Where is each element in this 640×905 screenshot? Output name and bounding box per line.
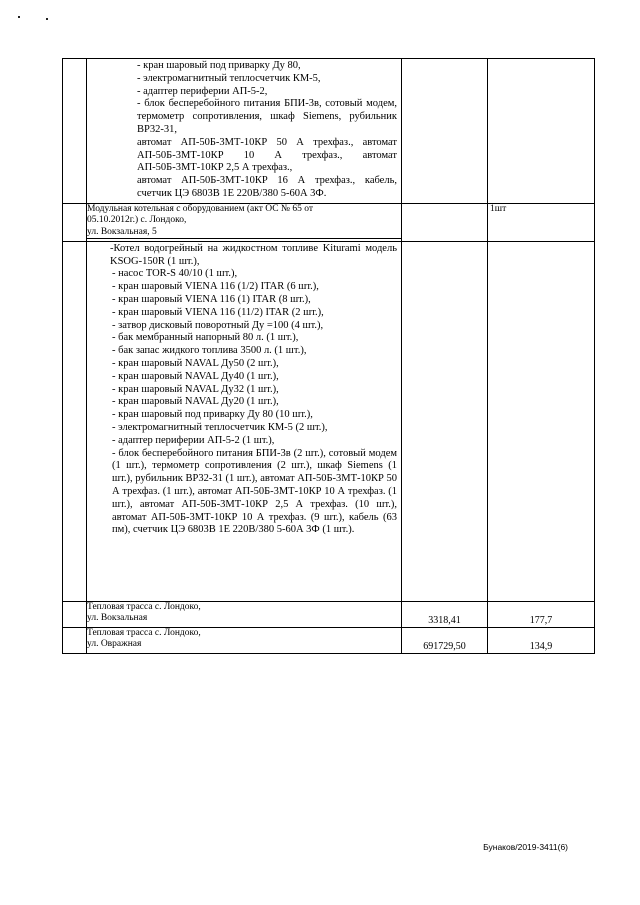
list-item: -Котел водогрейный на жидкостном топливе Kiturami модель KSOG-150R (1 шт.), <box>110 242 397 267</box>
length-cell <box>488 627 595 653</box>
list-item: - адаптер периферии АП-5-2 (1 шт.), <box>112 434 275 446</box>
equipment-list <box>87 242 401 539</box>
list-item: - электромагнитный теплосчетчик КМ-5, <box>137 72 321 84</box>
table-row <box>63 627 595 653</box>
list-item: - насос TOR-S 40/10 (1 шт.), <box>112 268 238 280</box>
object-name-line: Тепловая трасса с. Лондоко, <box>87 601 201 612</box>
balance-value: 3318,41 <box>428 614 461 626</box>
quantity-cell <box>488 241 595 601</box>
value-cell <box>402 203 488 241</box>
description-cell <box>87 59 402 204</box>
quantity-cell <box>488 203 595 241</box>
list-item: - бак запас жидкого топлива 3500 л. (1 шт.), <box>112 345 307 357</box>
table-row <box>63 241 595 601</box>
value-cell <box>402 601 488 627</box>
document-reference: Бунаков/2019-3411(6) <box>483 842 568 852</box>
property-table <box>62 58 595 654</box>
value-cell <box>402 241 488 601</box>
list-item: - блок бесперебойного питания БПИ-3в (2 шт.), сотовый модем (1 шт.), термометр сопротивления (2 шт.), шкаф Siemens (1 шт.), рубильник ВР32-31 (1 шт.), автомат АП-50Б-3МТ-10КР 50 А трехфаз. (1 шт.), автомат АП-50Б-3МТ-10КР 10 А трехфаз. (1 шт.), автомат АП-50Б-3МТ-10КР 2,5 А трехфаз. (10 шт.), автомат АП-50Б-3МТ-10КР 10 А трехфаз. (9 шт.), кабель (63 пм), счетчик ЦЭ 6803В 1Е 220В/380 5-60А 3Ф (1 шт.). <box>112 447 397 536</box>
list-item: - кран шаровый VIENA 116 (1) ITAR (8 шт.), <box>112 293 311 305</box>
list-item: - кран шаровый NAVAL Ду20 (1 шт.), <box>112 396 279 408</box>
list-item: - кран шаровый NAVAL Ду40 (1 шт.), <box>112 370 279 382</box>
object-name-line: Модульная котельная с оборудованием (акт ОС № 65 от <box>87 203 314 214</box>
balance-value: 691729,50 <box>423 640 466 652</box>
length-value: 177,7 <box>529 614 553 626</box>
description-cell <box>87 203 402 241</box>
list-item: - кран шаровый под приварку Ду 80, <box>137 60 301 71</box>
value-cell <box>402 59 488 204</box>
index-cell <box>63 241 87 601</box>
list-item: автомат АП-50Б-3МТ-10КР 50 А трехфаз., автомат АП-50Б-3МТ-10КР 10 А трехфаз., автомат АП-50Б-3МТ-10КР 2,5 А трехфаз., <box>137 136 397 174</box>
list-item: - затвор дисковый поворотный Ду =100 (4 шт.), <box>112 319 324 331</box>
object-address: ул. Вокзальная <box>87 613 148 624</box>
list-item: - адаптер периферии АП-5-2, <box>137 85 268 97</box>
value-cell <box>402 627 488 653</box>
table-row <box>63 203 595 241</box>
list-item: - бак мембранный напорный 80 л. (1 шт.), <box>112 332 299 344</box>
quantity-cell <box>488 59 595 204</box>
description-cell <box>87 627 402 653</box>
object-name-line: 05.10.2012г.) с. Лондоко, <box>87 215 187 226</box>
scan-speck <box>46 18 48 20</box>
object-address: ул. Вокзальная, 5 <box>87 227 401 240</box>
index-cell <box>63 59 87 204</box>
list-item: - кран шаровый VIENA 116 (1/2) ITAR (6 шт.), <box>112 281 319 293</box>
list-item: - электромагнитный теплосчетчик КМ-5 (2 шт.), <box>112 421 328 433</box>
list-item: - блок бесперебойного питания БПИ-3в, сотовый модем, термометр сопротивления, шкаф Siemens, рубильник ВР32-31, <box>137 98 397 135</box>
description-cell <box>87 601 402 627</box>
list-item: - кран шаровый NAVAL Ду32 (1 шт.), <box>112 383 279 395</box>
length-cell <box>488 601 595 627</box>
equipment-list <box>87 59 401 203</box>
list-item: - кран шаровый VIENA 116 (11/2) ITAR (2 шт.), <box>112 306 324 318</box>
quantity-value: 1шт <box>490 203 507 214</box>
index-cell <box>63 627 87 653</box>
index-cell <box>63 203 87 241</box>
table-row <box>63 601 595 627</box>
object-address: ул. Овражная <box>87 639 142 650</box>
object-name-line: Тепловая трасса с. Лондоко, <box>87 627 201 638</box>
table-row <box>63 59 595 204</box>
description-cell <box>87 241 402 601</box>
list-item: - кран шаровый под приварку Ду 80 (10 шт.), <box>112 409 313 421</box>
list-item: автомат АП-50Б-3МТ-10КР 16 А трехфаз., кабель, счетчик ЦЭ 6803В 1Е 220В/380 5-60А 3Ф. <box>137 175 397 199</box>
list-item: - кран шаровый NAVAL Ду50 (2 шт.), <box>112 357 279 369</box>
length-value: 134,9 <box>529 640 553 652</box>
index-cell <box>63 601 87 627</box>
scan-speck <box>18 16 20 18</box>
